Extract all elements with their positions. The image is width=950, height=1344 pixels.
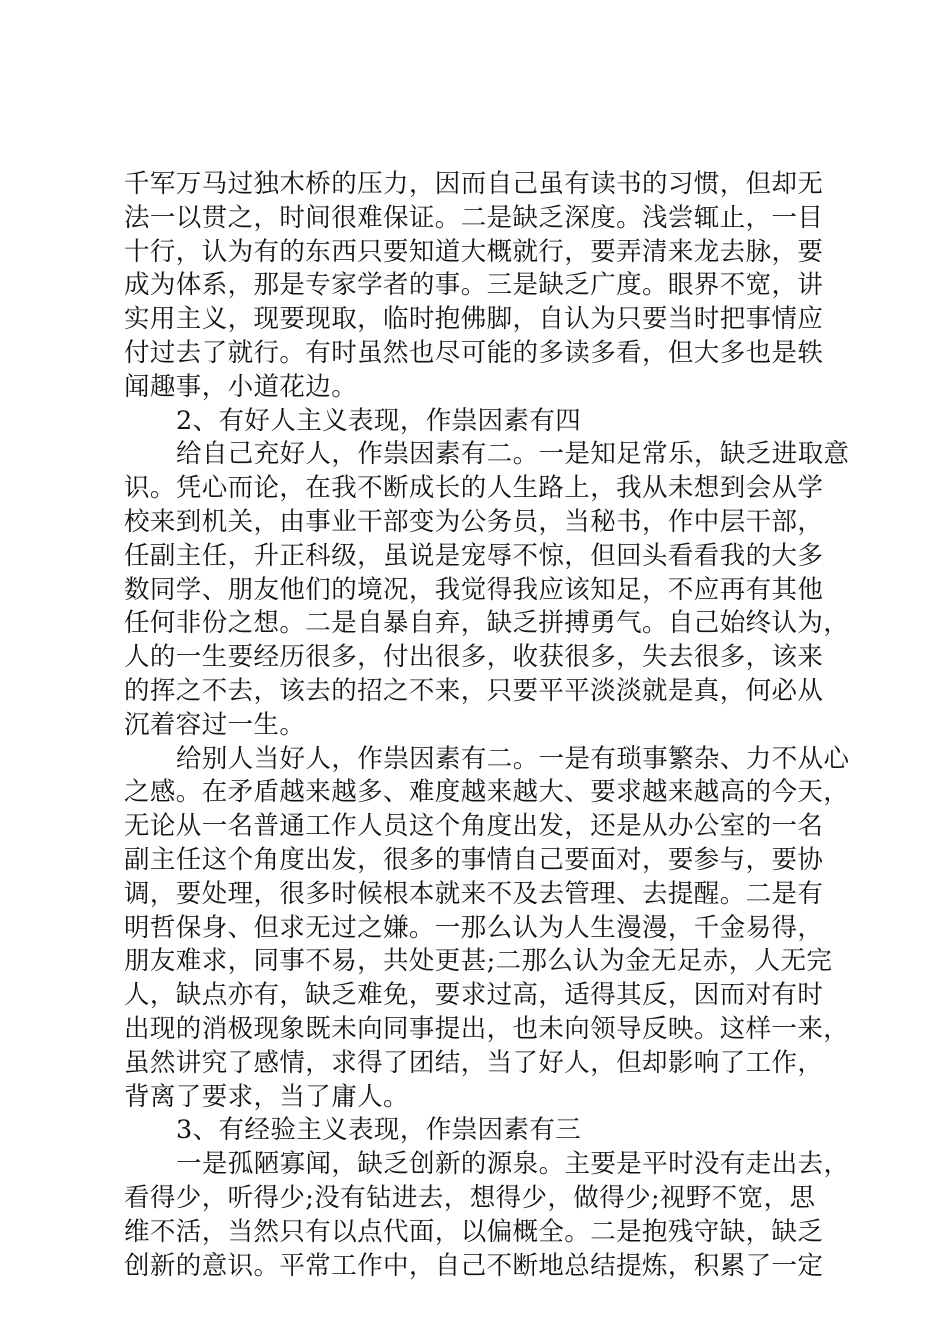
text-line: 千军万马过独木桥的压力，因而自己虽有读书的习惯，但却无 [124,169,824,199]
text-line: 副主任这个角度出发，很多的事情自己要面对，要参与，要协 [124,844,824,875]
document-page [124,168,850,1283]
text-line: 朋友难求，同事不易，共处更甚;二那么认为金无足赤，人无完 [124,946,833,977]
text-line: 人，缺点亦有，缺乏难免，要求过高，适得其反，因而对有时 [124,980,824,1011]
text-line: 的挥之不去，该去的招之不来，只要平平淡淡就是真，何必从 [124,675,824,706]
text-line: 3、有经验主义表现，作祟因素有三 [176,1115,582,1146]
text-line: 给自己充好人，作祟因素有二。一是知足常乐，缺乏进取意 [176,439,850,470]
text-line: 背离了要求，当了庸人。 [124,1081,409,1112]
text-line: 校来到机关，由事业干部变为公务员，当秘书，作中层干部， [124,506,824,537]
paragraph [124,438,850,742]
paragraph [124,168,844,405]
paragraph [124,1148,850,1283]
text-line: 识。凭心而论，在我不断成长的人生路上，我从未想到会从学 [124,473,824,504]
text-line: 数同学、朋友他们的境况，我觉得我应该知足，不应再有其他 [124,574,824,605]
text-line: 任副主任，升正科级，虽说是宠辱不惊，但回头看看我的大多 [124,540,824,571]
text-line: 明哲保身、但求无过之嫌。一那么认为人生漫漫，千金易得， [124,912,824,943]
text-line: 之感。在矛盾越来越多、难度越来越大、要求越来越高的今天， [124,777,850,808]
section-heading [124,405,844,439]
text-line: 成为体系，那是专家学者的事。三是缺乏广度。眼界不宽，讲 [124,270,824,301]
text-line: 法一以贯之，时间很难保证。二是缺乏深度。浅尝辄止，一目 [124,202,824,233]
text-line: 实用主义，现要现取，临时抱佛脚，自认为只要当时把事情应 [124,304,824,335]
section-heading [124,1114,844,1148]
text-line: 十行，认为有的东西只要知道大概就行，要弄清来龙去脉，要 [124,236,824,267]
text-line: 一是孤陋寡闻，缺乏创新的源泉。主要是平时没有走出去， [176,1149,850,1180]
text-line: 看得少，听得少;没有钻进去，想得少，做得少;视野不宽，思 [124,1182,816,1213]
text-line: 给别人当好人，作祟因素有二。一是有琐事繁杂、力不从心 [176,743,850,774]
paragraph [124,743,850,1115]
text-line: 付过去了就行。有时虽然也尽可能的多读多看，但大多也是轶 [124,337,824,368]
text-line: 人的一生要经历很多，付出很多，收获很多，失去很多，该来 [124,642,824,673]
text-line: 调，要处理，很多时候根本就来不及去管理、去提醒。二是有 [124,878,824,909]
text-line: 任何非份之想。二是自暴自弃，缺乏拼搏勇气。自己始终认为， [124,608,850,639]
text-line: 创新的意识。平常工作中，自己不断地总结提炼，积累了一定 [124,1250,824,1281]
text-line: 2、有好人主义表现，作祟因素有四 [176,405,582,436]
text-line: 维不活，当然只有以点代面，以偏概全。二是抱残守缺，缺乏 [124,1216,824,1247]
text-line: 闻趣事，小道花边。 [124,371,358,402]
text-line: 出现的消极现象既未向同事提出，也未向领导反映。这样一来， [124,1013,850,1044]
text-line: 虽然讲究了感情，求得了团结，当了好人，但却影响了工作， [124,1047,824,1078]
text-line: 无论从一名普通工作人员这个角度出发，还是从办公室的一名 [124,811,824,842]
text-line: 沉着容过一生。 [124,709,306,740]
